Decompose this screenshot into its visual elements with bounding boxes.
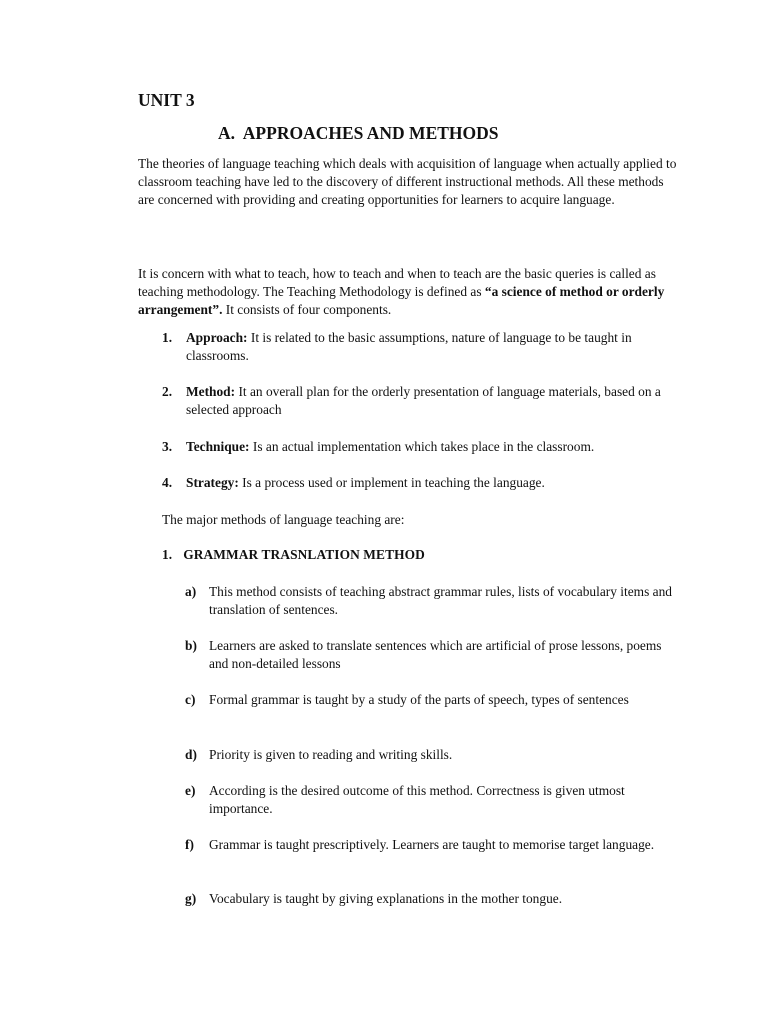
component-text: Is an actual implementation which takes place in the classroom. [249,439,595,454]
component-text: Is a process used or implement in teaching the language. [238,475,545,490]
component-text: It an overall plan for the orderly presentation of language materials, based on a selected approach [186,384,661,417]
point-text: Priority is given to reading and writing skills. [209,747,453,762]
component-term: Strategy: [186,475,239,490]
point-label: a) [185,584,197,599]
methodology-paragraph [138,265,678,319]
intro-paragraph: The theories of language teaching which deals with acquisition of language when actually applied to classroom teaching have led to the discovery of different instructional methods. All these methods are concerned with providing and creating opportunities for learners to acquire language. [138,156,677,207]
method-point [185,637,675,673]
point-label: d) [185,747,197,762]
component-item-strategy [162,474,682,492]
unit-title: UNIT 3 [138,90,195,110]
method-point [185,583,675,619]
method-heading [162,546,425,564]
methodology-paragraph-lead: It is concern with what to teach, how to teach and when to teach are the basic queries is called as teaching methodology. The Teaching Methodology is defined as [138,266,656,299]
component-item-approach [162,329,682,365]
method-point [185,890,675,908]
component-term: Approach: [186,330,248,345]
component-item-technique [162,438,682,456]
method-point [185,836,675,854]
component-number: 3. [162,439,173,454]
point-text: Learners are asked to translate sentences which are artificial of prose lessons, poems and non-detailed lessons [209,638,662,671]
methodology-paragraph-tail: It consists of four components. [222,302,392,317]
point-label: e) [185,783,196,798]
methods-intro: The major methods of language teaching are: [162,512,405,527]
methodology-definition: “a science of method or orderly arrangement”. [138,284,665,317]
point-text: Formal grammar is taught by a study of the parts of speech, types of sentences [209,692,629,707]
point-text: Grammar is taught prescriptively. Learners are taught to memorise target language. [209,837,655,852]
point-label: b) [185,638,197,653]
method-point [185,691,675,709]
component-number: 2. [162,384,173,399]
point-label: f) [185,837,194,852]
point-text: Vocabulary is taught by giving explanations in the mother tongue. [209,891,563,906]
component-item-method [162,383,682,419]
method-title: GRAMMAR TRASNLATION METHOD [183,547,425,562]
component-text: It is related to the basic assumptions, nature of language to be taught in classrooms. [186,330,632,363]
section-title: A. APPROACHES AND METHODS [218,123,499,143]
component-number: 4. [162,475,173,490]
component-number: 1. [162,330,173,345]
point-label: c) [185,692,196,707]
component-term: Method: [186,384,236,399]
component-term: Technique: [186,439,250,454]
method-number: 1. [162,547,173,562]
point-label: g) [185,891,197,906]
point-text: According is the desired outcome of this method. Correctness is given utmost importance. [209,783,625,816]
method-point [185,782,675,818]
point-text: This method consists of teaching abstract grammar rules, lists of vocabulary items and translation of sentences. [209,584,672,617]
method-point [185,746,675,764]
